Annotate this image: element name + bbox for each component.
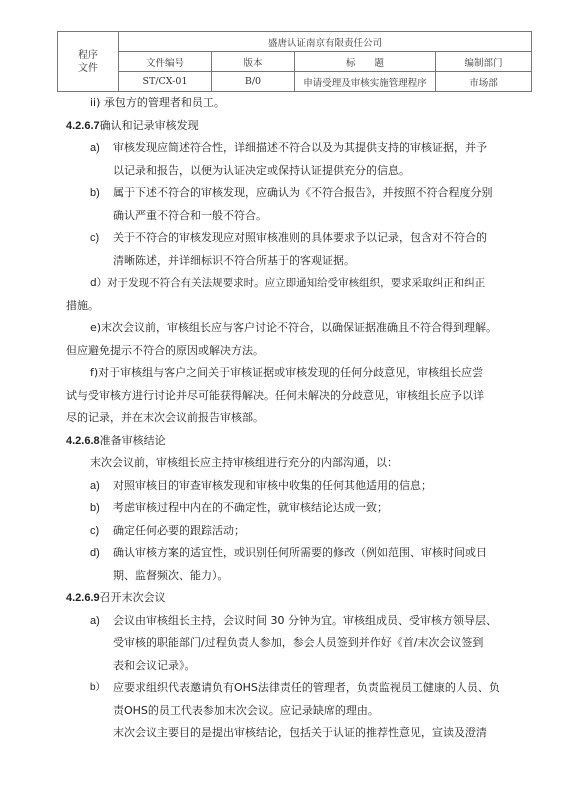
list-marker: b) <box>90 502 100 514</box>
list-marker: b） <box>90 682 106 693</box>
text-line: d）对于发现不符合有关法规要求时。应立即通知给受审核组织，要求采取纠正和纠正 <box>90 277 486 289</box>
list-marker: d) <box>90 547 100 559</box>
col-doc-number: 文件编号 <box>119 52 212 72</box>
col-department: 编制部门 <box>436 52 532 72</box>
text-line: 但应避免提示不符合的原因或解决方法。 <box>66 343 264 357</box>
section-heading <box>66 430 514 453</box>
text-line: 清晰陈述，并详细标识不符合所基于的客观证据。 <box>113 253 355 267</box>
list-item <box>66 182 514 227</box>
list-item <box>66 227 514 272</box>
list-item <box>66 475 514 498</box>
list-marker: b) <box>90 187 100 199</box>
text-line: 表和会议记录》。 <box>113 658 196 672</box>
text-line: 会议由审核组长主持，会议时间 30 分钟为宜。审核组成员、受审核方领导层、 <box>113 613 497 627</box>
val-department: 市场部 <box>436 72 532 92</box>
section-number: 4.2.6.7 <box>66 119 100 132</box>
text-line: 对照审核目的审查审核发现和审核中收集的任何其他适用的信息； <box>113 478 432 492</box>
list-marker: c) <box>90 524 100 537</box>
section-heading <box>66 587 514 610</box>
text-line: e)末次会议前，审核组长应与客户讨论不符合，以确保证据准确且不符合得到理解。 <box>90 321 498 334</box>
doc-type-cell: 程序 文件 <box>58 32 119 92</box>
section-title: 召开末次会议 <box>99 591 166 604</box>
list-marker: c) <box>90 232 100 244</box>
section-heading <box>66 115 514 138</box>
section-title: 确认和记录审核发现 <box>99 118 199 132</box>
document-body <box>66 92 514 745</box>
list-item <box>66 677 514 722</box>
text-line: 措施。 <box>66 298 99 312</box>
list-item <box>66 542 514 587</box>
text-line: ii) 承包方的管理者和员工。 <box>90 96 225 109</box>
text-line: 关于不符合的审核发现应对照审核准则的具体要求予以记录，包含对不符合的 <box>113 231 487 244</box>
text-line: 审核发现应简述符合性，详细描述不符合以及为其提供支持的审核证据，并予 <box>113 141 487 154</box>
val-title: 申请受理及审核实施管理程序 <box>295 72 436 92</box>
text-line: 属于下述不符合的审核发现，应确认为《不符合报告》，并按照不符合程度分别 <box>113 186 493 199</box>
text-line: 考虑审核过程中内在的不确定性，就审核结论达成一致； <box>113 501 388 514</box>
text-line: 确认审核方案的适宜性，或识别任何所需要的修改（例如范围、审核时间或日 <box>113 546 487 559</box>
col-version: 版本 <box>212 52 295 72</box>
company-name: 盛唐认证南京有限责任公司 <box>119 32 532 52</box>
text-line: 末次会议前，审核组长应主持审核组进行充分的内部沟通，以： <box>90 456 398 469</box>
text-line: 确定任何必要的跟踪活动； <box>113 523 245 537</box>
text-line: 以记录和报告，以便为认证决定或保持认证提供充分的信息。 <box>113 163 410 177</box>
list-item <box>66 137 514 182</box>
text-line: 试与受审核方进行讨论并尽可能获得解决。任何未解决的分歧意见，审核组长应予以详 <box>66 388 484 402</box>
section-title: 准备审核结论 <box>99 433 166 447</box>
list-marker: a) <box>90 142 100 154</box>
col-title: 标 题 <box>295 52 436 72</box>
text-line: 期、监督频次、能力）。 <box>113 568 229 582</box>
list-item <box>66 520 514 543</box>
text-line: 尽的记录，并在末次会议前报告审核部。 <box>66 411 264 424</box>
list-item <box>66 610 514 678</box>
text-line: 末次会议主要目的是提出审核结论，包括关于认证的推荐性意见，宣读及澄清 <box>113 726 487 739</box>
document-header-table <box>57 31 532 92</box>
text-line: 应要求组织代表邀请负有OHS法律责任的管理者，负责监视员工健康的人员、负 <box>113 681 500 694</box>
val-version: B/0 <box>212 72 295 92</box>
text-line: 责OHS的员工代表参加末次会议。应记录缺席的理由。 <box>113 703 379 717</box>
list-marker: a) <box>90 614 100 627</box>
val-doc-number: ST/CX-01 <box>119 72 212 92</box>
list-item <box>66 497 514 520</box>
text-line: 确认严重不符合和一般不符合。 <box>113 208 267 222</box>
text-line: 受审核的职能部门/过程负责人参加，参会人员签到并作好《首/末次会议签到 <box>113 636 484 649</box>
list-marker: a) <box>90 479 100 492</box>
section-number: 4.2.6.9 <box>66 592 100 604</box>
section-number: 4.2.6.8 <box>66 434 100 447</box>
text-line: f)对于审核组与客户之间关于审核证据或审核发现的任何分歧意见，审核组长应尝 <box>90 366 484 379</box>
